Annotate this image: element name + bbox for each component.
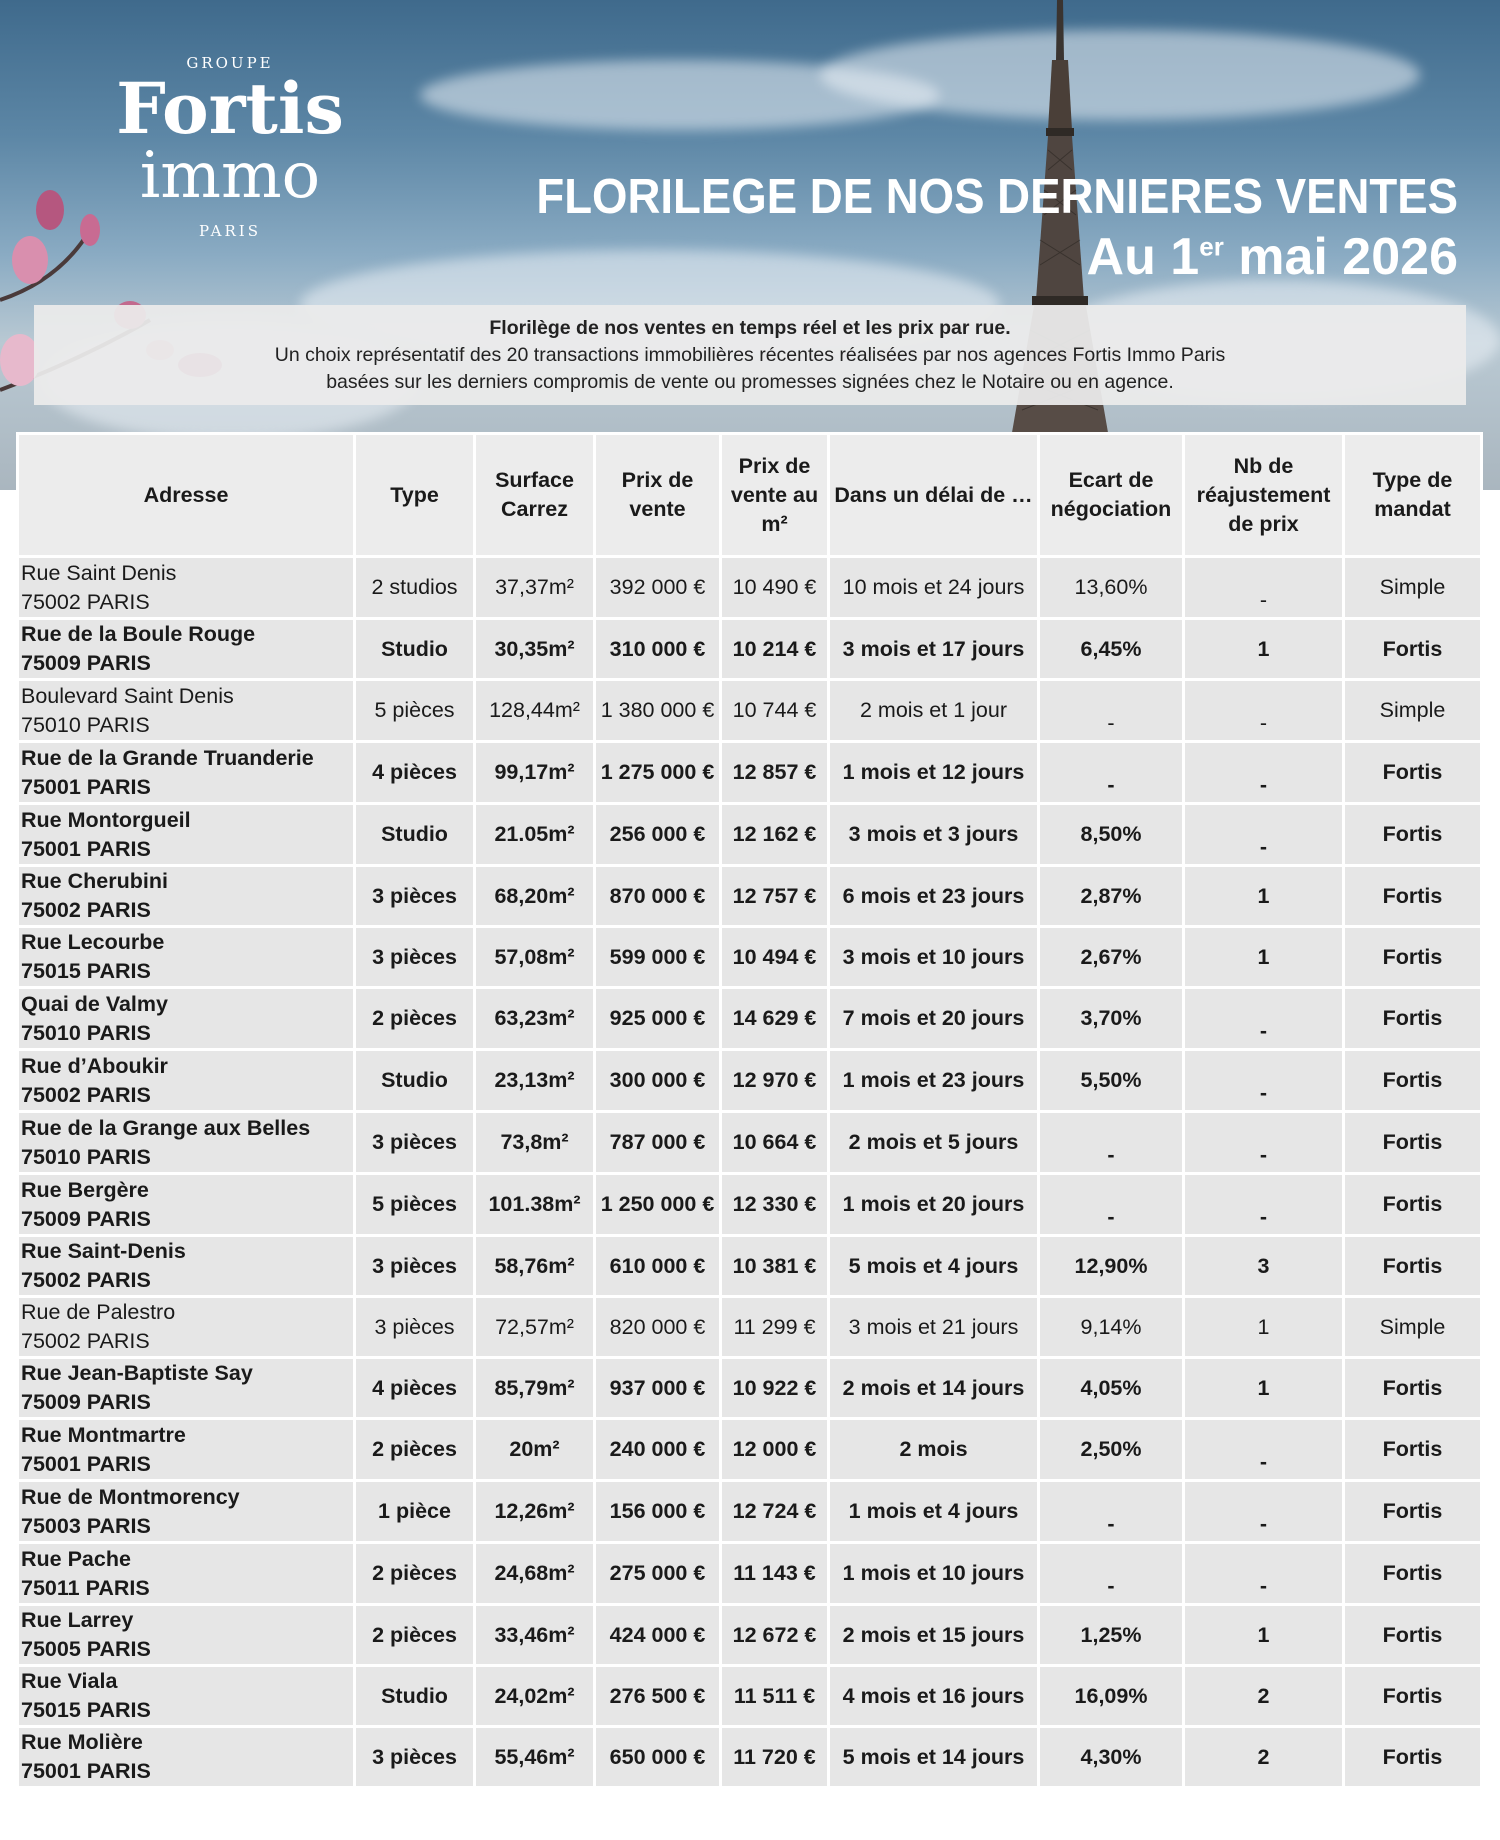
cell-price-per-m2: 12 672 € — [721, 1605, 829, 1666]
cell-surface: 85,79m² — [475, 1358, 595, 1419]
address-street: Rue de Montmorency — [21, 1484, 240, 1509]
table-row — [18, 1050, 1482, 1112]
cell-delay: 3 mois et 3 jours — [829, 804, 1039, 866]
address-zip: 75009 PARIS — [21, 1390, 151, 1414]
cell-type: Studio — [355, 1050, 475, 1112]
cell-negotiation: 9,14% — [1039, 1297, 1184, 1358]
cell-delay: 5 mois et 14 jours — [829, 1727, 1039, 1788]
fortis-immo-logo — [100, 54, 360, 240]
cell-delay: 3 mois et 10 jours — [829, 927, 1039, 988]
cell-delay: 2 mois — [829, 1419, 1039, 1481]
cell-price-per-m2: 10 744 € — [721, 680, 829, 742]
address-zip: 75015 PARIS — [21, 959, 151, 983]
cell-price-per-m2: 10 664 € — [721, 1112, 829, 1174]
address-street: Rue Larrey — [21, 1608, 134, 1632]
address-zip: 75010 PARIS — [21, 1144, 151, 1169]
table-row — [18, 1727, 1482, 1788]
address-street: Rue Viala — [21, 1669, 118, 1693]
address-zip: 75010 PARIS — [21, 1020, 151, 1045]
cell-address — [18, 1358, 355, 1419]
header-banner — [0, 0, 1500, 490]
cell-mandate: Fortis — [1344, 1112, 1482, 1174]
address-street: Rue de la Grande Truanderie — [21, 745, 314, 770]
table-row — [18, 927, 1482, 988]
cell-address — [18, 988, 355, 1050]
cell-price-per-m2: 11 299 € — [721, 1297, 829, 1358]
cell-readjustments: 3 — [1184, 1236, 1344, 1297]
cell-price: 925 000 € — [595, 988, 721, 1050]
address-street: Rue de la Grange aux Belles — [21, 1115, 311, 1140]
cell-negotiation: - — [1039, 1112, 1184, 1174]
cell-address — [18, 1050, 355, 1112]
address-street: Rue Bergère — [21, 1177, 149, 1202]
table-row — [18, 557, 1482, 619]
intro-line-3: basées sur les derniers compromis de vente ou promesses signées chez le Notaire ou en agence. — [326, 371, 1174, 393]
cell-type: 3 pièces — [355, 1236, 475, 1297]
cell-address — [18, 1727, 355, 1788]
cell-type: 2 studios — [355, 557, 475, 619]
cell-price: 1 380 000 € — [595, 680, 721, 742]
cell-surface: 20m² — [475, 1419, 595, 1481]
cell-negotiation: 3,70% — [1039, 988, 1184, 1050]
col-header-delai: Dans un délai de … — [829, 434, 1039, 557]
cell-surface: 23,13m² — [475, 1050, 595, 1112]
cell-mandate: Fortis — [1344, 619, 1482, 680]
table-row — [18, 1543, 1482, 1605]
cell-price-per-m2: 12 000 € — [721, 1419, 829, 1481]
cell-price: 820 000 € — [595, 1297, 721, 1358]
cell-mandate: Fortis — [1344, 1236, 1482, 1297]
address-street: Rue Jean-Baptiste Say — [21, 1361, 253, 1385]
cell-address — [18, 742, 355, 804]
cell-readjustments: - — [1184, 1419, 1344, 1481]
cell-mandate: Fortis — [1344, 1727, 1482, 1788]
cell-price: 937 000 € — [595, 1358, 721, 1419]
cell-negotiation: - — [1039, 1543, 1184, 1605]
cell-type: 3 pièces — [355, 866, 475, 927]
cell-surface: 68,20m² — [475, 866, 595, 927]
cell-negotiation: 13,60% — [1039, 557, 1184, 619]
cell-readjustments: - — [1184, 1112, 1344, 1174]
cell-surface: 24,68m² — [475, 1543, 595, 1605]
cell-price-per-m2: 12 857 € — [721, 742, 829, 804]
address-street: Rue Montorgueil — [21, 807, 191, 832]
cell-negotiation: 2,50% — [1039, 1419, 1184, 1481]
cell-readjustments: - — [1184, 1174, 1344, 1236]
cell-delay: 2 mois et 14 jours — [829, 1358, 1039, 1419]
cell-readjustments: - — [1184, 1050, 1344, 1112]
cell-type: 3 pièces — [355, 1297, 475, 1358]
cell-mandate: Fortis — [1344, 927, 1482, 988]
cell-surface: 24,02m² — [475, 1666, 595, 1727]
cell-price-per-m2: 11 143 € — [721, 1543, 829, 1605]
cell-readjustments: 2 — [1184, 1727, 1344, 1788]
cell-surface: 101.38m² — [475, 1174, 595, 1236]
cell-address — [18, 866, 355, 927]
cell-negotiation: 2,87% — [1039, 866, 1184, 927]
cell-readjustments: - — [1184, 1543, 1344, 1605]
logo-immo: immo — [139, 139, 321, 213]
cell-mandate: Fortis — [1344, 1358, 1482, 1419]
cell-price: 424 000 € — [595, 1605, 721, 1666]
table-row — [18, 988, 1482, 1050]
cell-mandate: Simple — [1344, 557, 1482, 619]
col-header-prix: Prix de vente — [595, 434, 721, 557]
address-street: Rue Cherubini — [21, 869, 168, 893]
cell-address — [18, 1666, 355, 1727]
cell-negotiation: 4,30% — [1039, 1727, 1184, 1788]
address-street: Rue Pache — [21, 1546, 131, 1571]
col-header-mandat: Type de mandat — [1344, 434, 1482, 557]
cell-delay: 1 mois et 12 jours — [829, 742, 1039, 804]
cell-negotiation: 6,45% — [1039, 619, 1184, 680]
address-zip: 75002 PARIS — [21, 1268, 151, 1292]
address-zip: 75015 PARIS — [21, 1698, 151, 1722]
cell-type: 5 pièces — [355, 1174, 475, 1236]
cell-readjustments: - — [1184, 804, 1344, 866]
cell-address — [18, 557, 355, 619]
cell-surface: 57,08m² — [475, 927, 595, 988]
cell-price-per-m2: 12 330 € — [721, 1174, 829, 1236]
title-line-1: FLORILEGE DE NOS DERNIERES VENTES — [536, 170, 1458, 224]
cell-price: 787 000 € — [595, 1112, 721, 1174]
cell-address — [18, 680, 355, 742]
sales-table — [16, 432, 1483, 1789]
cell-surface: 72,57m² — [475, 1297, 595, 1358]
cell-price: 610 000 € — [595, 1236, 721, 1297]
cell-price: 310 000 € — [595, 619, 721, 680]
address-zip: 75001 PARIS — [21, 1759, 151, 1783]
intro-box — [34, 305, 1466, 405]
address-street: Rue de la Boule Rouge — [21, 622, 256, 646]
table-row — [18, 1666, 1482, 1727]
address-zip: 75010 PARIS — [21, 712, 150, 737]
cell-readjustments: - — [1184, 1481, 1344, 1543]
cell-address — [18, 1605, 355, 1666]
address-zip: 75009 PARIS — [21, 651, 151, 675]
cell-price-per-m2: 10 922 € — [721, 1358, 829, 1419]
address-zip: 75005 PARIS — [21, 1637, 151, 1661]
cell-price: 1 275 000 € — [595, 742, 721, 804]
cloud — [820, 30, 1420, 120]
table-row — [18, 1174, 1482, 1236]
cell-address — [18, 619, 355, 680]
cell-delay: 10 mois et 24 jours — [829, 557, 1039, 619]
cell-negotiation: 2,67% — [1039, 927, 1184, 988]
address-zip: 75002 PARIS — [21, 1082, 151, 1107]
cell-readjustments: 1 — [1184, 1358, 1344, 1419]
cell-price-per-m2: 10 381 € — [721, 1236, 829, 1297]
cell-negotiation: 5,50% — [1039, 1050, 1184, 1112]
cell-delay: 7 mois et 20 jours — [829, 988, 1039, 1050]
cell-delay: 2 mois et 1 jour — [829, 680, 1039, 742]
cell-readjustments: - — [1184, 557, 1344, 619]
table-row — [18, 680, 1482, 742]
table-row — [18, 742, 1482, 804]
cell-type: 5 pièces — [355, 680, 475, 742]
cell-type: 2 pièces — [355, 988, 475, 1050]
cell-price: 650 000 € — [595, 1727, 721, 1788]
cell-negotiation: 8,50% — [1039, 804, 1184, 866]
cell-address — [18, 927, 355, 988]
address-street: Rue Lecourbe — [21, 930, 165, 954]
cell-negotiation: - — [1039, 1481, 1184, 1543]
cell-price: 392 000 € — [595, 557, 721, 619]
address-street: Rue Molière — [21, 1730, 143, 1754]
address-zip: 75002 PARIS — [21, 589, 150, 614]
cell-type: 3 pièces — [355, 927, 475, 988]
cell-delay: 3 mois et 21 jours — [829, 1297, 1039, 1358]
col-header-type: Type — [355, 434, 475, 557]
cell-readjustments: - — [1184, 680, 1344, 742]
cell-negotiation: 16,09% — [1039, 1666, 1184, 1727]
table-row — [18, 1481, 1482, 1543]
address-street: Rue Montmartre — [21, 1422, 186, 1447]
address-zip: 75002 PARIS — [21, 898, 151, 922]
cell-price: 300 000 € — [595, 1050, 721, 1112]
cell-price-per-m2: 12 757 € — [721, 866, 829, 927]
cell-mandate: Fortis — [1344, 1481, 1482, 1543]
table-row — [18, 1112, 1482, 1174]
address-zip: 75009 PARIS — [21, 1206, 151, 1231]
cell-price-per-m2: 11 720 € — [721, 1727, 829, 1788]
address-street: Rue d’Aboukir — [21, 1053, 168, 1078]
cell-type: 2 pièces — [355, 1419, 475, 1481]
cell-mandate: Fortis — [1344, 1666, 1482, 1727]
cell-price: 599 000 € — [595, 927, 721, 988]
cell-price: 256 000 € — [595, 804, 721, 866]
cell-negotiation: - — [1039, 742, 1184, 804]
cell-mandate: Fortis — [1344, 1543, 1482, 1605]
table-row — [18, 1236, 1482, 1297]
cell-price: 156 000 € — [595, 1481, 721, 1543]
cell-type: 3 pièces — [355, 1727, 475, 1788]
cell-price-per-m2: 10 214 € — [721, 619, 829, 680]
cell-readjustments: 1 — [1184, 619, 1344, 680]
address-zip: 75002 PARIS — [21, 1329, 150, 1353]
table-row — [18, 1419, 1482, 1481]
cell-mandate: Fortis — [1344, 988, 1482, 1050]
cell-delay: 6 mois et 23 jours — [829, 866, 1039, 927]
page-title — [467, 168, 1458, 288]
cell-delay: 1 mois et 23 jours — [829, 1050, 1039, 1112]
intro-line-1: Florilège de nos ventes en temps réel et les prix par rue. — [489, 317, 1011, 339]
cell-price-per-m2: 12 162 € — [721, 804, 829, 866]
col-header-prix-m2: Prix de vente au m² — [721, 434, 829, 557]
address-zip: 75001 PARIS — [21, 1451, 151, 1476]
cell-price-per-m2: 12 724 € — [721, 1481, 829, 1543]
table-row — [18, 1605, 1482, 1666]
cell-surface: 21.05m² — [475, 804, 595, 866]
cell-mandate: Fortis — [1344, 1174, 1482, 1236]
cell-readjustments: - — [1184, 742, 1344, 804]
cell-address — [18, 1112, 355, 1174]
cell-price-per-m2: 14 629 € — [721, 988, 829, 1050]
cell-price: 276 500 € — [595, 1666, 721, 1727]
cell-address — [18, 804, 355, 866]
cell-delay: 1 mois et 10 jours — [829, 1543, 1039, 1605]
table-row — [18, 866, 1482, 927]
cell-mandate: Fortis — [1344, 1050, 1482, 1112]
cell-price: 240 000 € — [595, 1419, 721, 1481]
cell-price-per-m2: 10 494 € — [721, 927, 829, 988]
table-row — [18, 619, 1482, 680]
logo-groupe: GROUPE — [186, 54, 274, 72]
cell-negotiation: - — [1039, 680, 1184, 742]
cell-delay: 3 mois et 17 jours — [829, 619, 1039, 680]
title-date-suffix: mai 2026 — [1223, 228, 1458, 286]
cell-delay: 1 mois et 4 jours — [829, 1481, 1039, 1543]
cell-surface: 99,17m² — [475, 742, 595, 804]
cell-mandate: Fortis — [1344, 1605, 1482, 1666]
col-header-surface: Surface Carrez — [475, 434, 595, 557]
cell-surface: 30,35m² — [475, 619, 595, 680]
cell-price: 275 000 € — [595, 1543, 721, 1605]
cell-type: 2 pièces — [355, 1543, 475, 1605]
cell-type: 2 pièces — [355, 1605, 475, 1666]
title-date-sup: er — [1199, 231, 1224, 262]
cell-delay: 1 mois et 20 jours — [829, 1174, 1039, 1236]
cell-type: Studio — [355, 619, 475, 680]
cell-negotiation: 4,05% — [1039, 1358, 1184, 1419]
cell-negotiation: 12,90% — [1039, 1236, 1184, 1297]
cell-address — [18, 1419, 355, 1481]
cell-type: 4 pièces — [355, 1358, 475, 1419]
cell-negotiation: - — [1039, 1174, 1184, 1236]
cell-surface: 58,76m² — [475, 1236, 595, 1297]
cell-price-per-m2: 10 490 € — [721, 557, 829, 619]
cell-surface: 73,8m² — [475, 1112, 595, 1174]
table-row — [18, 1358, 1482, 1419]
cell-mandate: Simple — [1344, 680, 1482, 742]
logo-paris: PARIS — [198, 222, 262, 240]
address-zip: 75003 PARIS — [21, 1513, 151, 1538]
cell-type: Studio — [355, 1666, 475, 1727]
table-row — [18, 804, 1482, 866]
cell-readjustments: 1 — [1184, 1297, 1344, 1358]
cell-address — [18, 1543, 355, 1605]
cell-price-per-m2: 12 970 € — [721, 1050, 829, 1112]
cell-delay: 5 mois et 4 jours — [829, 1236, 1039, 1297]
cell-price: 1 250 000 € — [595, 1174, 721, 1236]
title-line-2 — [467, 226, 1458, 288]
cell-type: 4 pièces — [355, 742, 475, 804]
cell-readjustments: 2 — [1184, 1666, 1344, 1727]
cell-surface: 37,37m² — [475, 557, 595, 619]
cell-surface: 63,23m² — [475, 988, 595, 1050]
title-date-prefix: Au 1 — [1086, 228, 1200, 286]
address-street: Rue Saint-Denis — [21, 1239, 186, 1263]
cell-address — [18, 1174, 355, 1236]
cell-surface: 33,46m² — [475, 1605, 595, 1666]
address-street: Quai de Valmy — [21, 991, 168, 1016]
logo-fortis: Fortis — [116, 67, 344, 150]
cell-delay: 4 mois et 16 jours — [829, 1666, 1039, 1727]
col-header-ecart: Ecart de négociation — [1039, 434, 1184, 557]
table-header-row — [18, 434, 1482, 557]
cell-mandate: Fortis — [1344, 742, 1482, 804]
cell-type: 3 pièces — [355, 1112, 475, 1174]
address-street: Boulevard Saint Denis — [21, 683, 234, 708]
cell-surface: 128,44m² — [475, 680, 595, 742]
cell-negotiation: 1,25% — [1039, 1605, 1184, 1666]
cell-price-per-m2: 11 511 € — [721, 1666, 829, 1727]
address-street: Rue Saint Denis — [21, 560, 177, 585]
cell-mandate: Simple — [1344, 1297, 1482, 1358]
intro-line-2: Un choix représentatif des 20 transactions immobilières récentes réalisées par nos agences Fortis Immo Paris — [274, 344, 1226, 366]
cell-delay: 2 mois et 15 jours — [829, 1605, 1039, 1666]
table-row — [18, 1297, 1482, 1358]
cell-type: 1 pièce — [355, 1481, 475, 1543]
cell-delay: 2 mois et 5 jours — [829, 1112, 1039, 1174]
cell-mandate: Fortis — [1344, 804, 1482, 866]
cell-readjustments: 1 — [1184, 1605, 1344, 1666]
cell-surface: 55,46m² — [475, 1727, 595, 1788]
address-street: Rue de Palestro — [21, 1300, 176, 1324]
col-header-adresse: Adresse — [18, 434, 355, 557]
address-zip: 75011 PARIS — [21, 1575, 150, 1600]
cell-readjustments: - — [1184, 988, 1344, 1050]
address-zip: 75001 PARIS — [21, 836, 151, 861]
cell-address — [18, 1236, 355, 1297]
address-zip: 75001 PARIS — [21, 774, 151, 799]
cell-address — [18, 1297, 355, 1358]
col-header-reajustement: Nb de réajustement de prix — [1184, 434, 1344, 557]
cell-surface: 12,26m² — [475, 1481, 595, 1543]
cell-price: 870 000 € — [595, 866, 721, 927]
cell-readjustments: 1 — [1184, 927, 1344, 988]
cell-type: Studio — [355, 804, 475, 866]
cell-readjustments: 1 — [1184, 866, 1344, 927]
cell-address — [18, 1481, 355, 1543]
cell-mandate: Fortis — [1344, 866, 1482, 927]
cell-mandate: Fortis — [1344, 1419, 1482, 1481]
